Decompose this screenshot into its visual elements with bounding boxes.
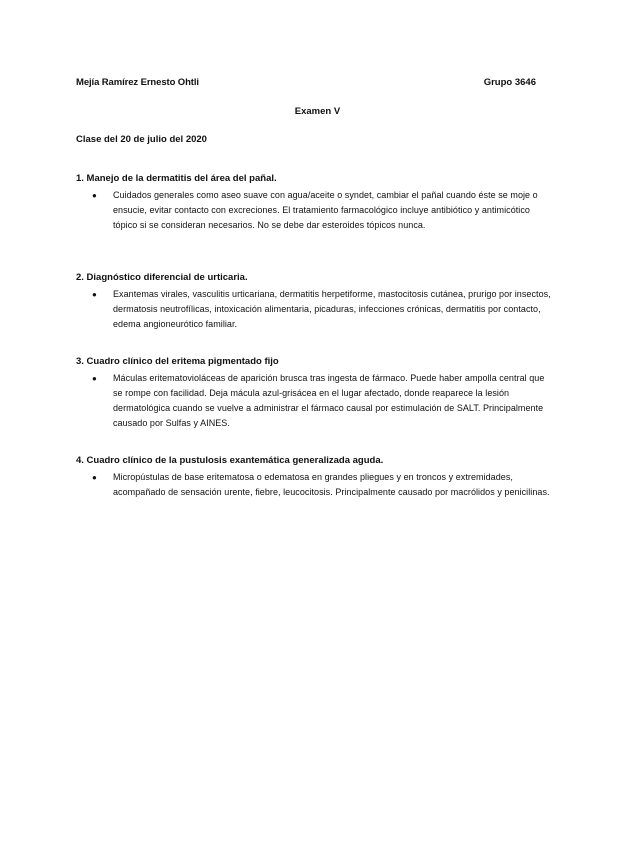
answer-text: Cuidados generales como aseo suave con agua/aceite o syndet, cambiar el pañal cuando éste se moje o ensucie, evitar contacto con excreciones. El tratamiento farmacológico incluye antibiótico y antimicótico tópico si se consideran necesarios. No se debe dar esteroides tópicos nunca. (113, 190, 538, 230)
list-item (76, 188, 556, 233)
question-title: 3. Cuadro clínico del eritema pigmentado fijo (76, 356, 279, 367)
list-item (76, 287, 556, 332)
author-name: Mejía Ramírez Ernesto Ohtli (76, 77, 199, 88)
question-title: 4. Cuadro clínico de la pustulosis exantemática generalizada aguda. (76, 455, 384, 466)
bullet-icon: ● (92, 473, 97, 482)
group-number: Grupo 3646 (483, 77, 536, 88)
question-section-4 (76, 454, 556, 500)
question-section-3 (76, 355, 556, 431)
bullet-icon: ● (92, 290, 97, 299)
bullet-icon: ● (92, 191, 97, 200)
question-section-2 (76, 271, 556, 332)
list-item (76, 371, 556, 431)
header-row (76, 77, 536, 91)
bullet-icon: ● (92, 374, 97, 383)
answer-text: Exantemas virales, vasculitis urticariana, dermatitis herpetiforme, mastocitosis cutánea, prurigo por insectos, dermatosis neutrofílicas, intoxicación alimentaria, picaduras, infecciones crónicas, dermatitis por contacto, edema angioneurótico familiar. (113, 289, 551, 329)
class-date: Clase del 20 de julio del 2020 (76, 134, 207, 145)
question-title: 2. Diagnóstico diferencial de urticaria. (76, 272, 248, 283)
exam-title: Examen V (294, 106, 341, 117)
list-item (76, 470, 556, 500)
answer-text: Micropústulas de base eritematosa o edematosa en grandes pliegues y en troncos y extremidades, acompañado de sensación urente, fiebre, leucocitosis. Principalmente causado por macrólidos y penicilinas. (113, 472, 550, 497)
answer-text: Máculas eritematovioláceas de aparición brusca tras ingesta de fármaco. Puede haber ampolla central que se rompe con facilidad. Deja mácula azul-grisácea en el lugar afectado, donde reaparece la lesión dermatológica cuando se vuelve a administrar el fármaco causal por estimulación de SALT. Principalmente causado por Sulfas y AINES. (113, 373, 545, 428)
question-title: 1. Manejo de la dermatitis del área del pañal. (76, 173, 277, 184)
question-section-1 (76, 172, 556, 233)
